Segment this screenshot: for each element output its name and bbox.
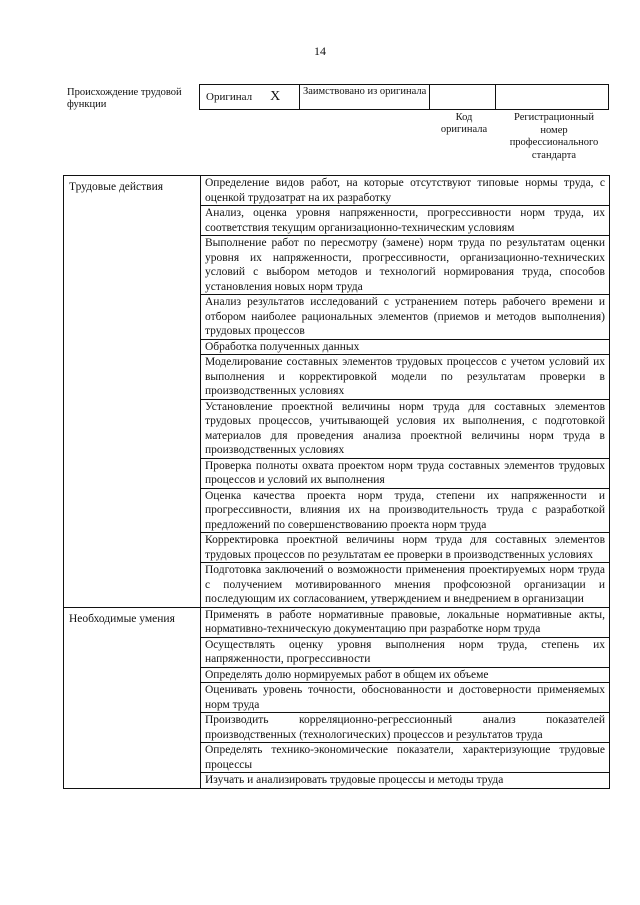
list-item: Корректировка проектной величины норм труда для составных элементов трудовых процессов по результатам ее проверки в производственных условиях <box>201 533 610 563</box>
borrowed-label: Заимствовано из оригинала <box>303 86 427 97</box>
origin-table <box>199 84 609 110</box>
list-item: Применять в работе нормативные правовые, локальные нормативные акты, нормативно-техническую документацию при разработке норм труда <box>201 607 610 637</box>
list-item: Анализ, оценка уровня напряженности, прогрессивности норм труда, их соответствия текущим организационно-техническим условиям <box>201 206 610 236</box>
table-row <box>64 176 610 206</box>
list-item: Оценивать уровень точности, обоснованности и достоверности применяемых норм труда <box>201 683 610 713</box>
list-item: Моделирование составных элементов трудовых процессов с учетом условий их выполнения и корректировкой модели по результатам проверки в производственных условиях <box>201 355 610 400</box>
list-item: Определять долю нормируемых работ в общем их объеме <box>201 667 610 683</box>
list-item: Осуществлять оценку уровня выполнения норм труда, степень их напряженности, прогрессивности <box>201 637 610 667</box>
list-item: Анализ результатов исследований с устранением потерь рабочего времени и отбором наиболее рациональных элементов (приемов и методов выполнения) трудовых процессов <box>201 295 610 340</box>
original-mark: X <box>270 89 281 104</box>
list-item: Оценка качества проекта норм труда, степени их напряженности и прогрессивности, влияния их на производительность труда с разработкой предложений по совершенствованию проекта норм труда <box>201 488 610 533</box>
list-item: Определение видов работ, на которые отсутствуют типовые нормы труда, с оценкой трудозатрат на их разработку <box>201 176 610 206</box>
code-label: Код оригинала <box>440 112 488 135</box>
page-number: 14 <box>314 44 326 58</box>
borrowed-cell <box>300 85 430 109</box>
original-label: Оригинал <box>206 91 253 103</box>
section-title: Необходимые умения <box>64 607 201 788</box>
section-title: Трудовые действия <box>64 176 201 608</box>
list-item: Установление проектной величины норм труда для составных элементов трудовых процессов, учитывающей условия их выполнения, с подготовкой материалов для проведения анализа проектной величины норм труда в производственных условиях <box>201 399 610 458</box>
list-item: Производить корреляционно-регрессионный анализ показателей производственных (технологических) процессов и результатов труда <box>201 713 610 743</box>
list-item: Проверка полноты охвата проектом норм труда составных элементов трудовых процессов и условий их выполнения <box>201 458 610 488</box>
list-item: Определять технико-экономические показатели, характеризующие трудовые процессы <box>201 743 610 773</box>
table-row <box>64 607 610 637</box>
list-item: Выполнение работ по пересмотру (замене) норм труда по результатам оценки уровня их напряженности, прогрессивности, организационно-технических условий с выбором методов и технологий нормирования труда, способов установления новых норм труда <box>201 236 610 295</box>
reg-number-cell <box>496 85 608 109</box>
origin-label: Происхождение трудовой функции <box>67 87 182 110</box>
code-cell <box>430 85 496 109</box>
list-item: Обработка полученных данных <box>201 339 610 355</box>
list-item: Подготовка заключений о возможности применения проектируемых норм труда с получением мотивированного мнения профсоюзной организации и последующим их согласованием, утверждением и внедрением в организации <box>201 563 610 608</box>
labor-function-table <box>63 175 610 789</box>
reg-number-label: Регистрационный номер профессионального стандарта <box>509 112 599 161</box>
list-item: Изучать и анализировать трудовые процессы и методы труда <box>201 773 610 789</box>
original-cell <box>200 85 300 109</box>
